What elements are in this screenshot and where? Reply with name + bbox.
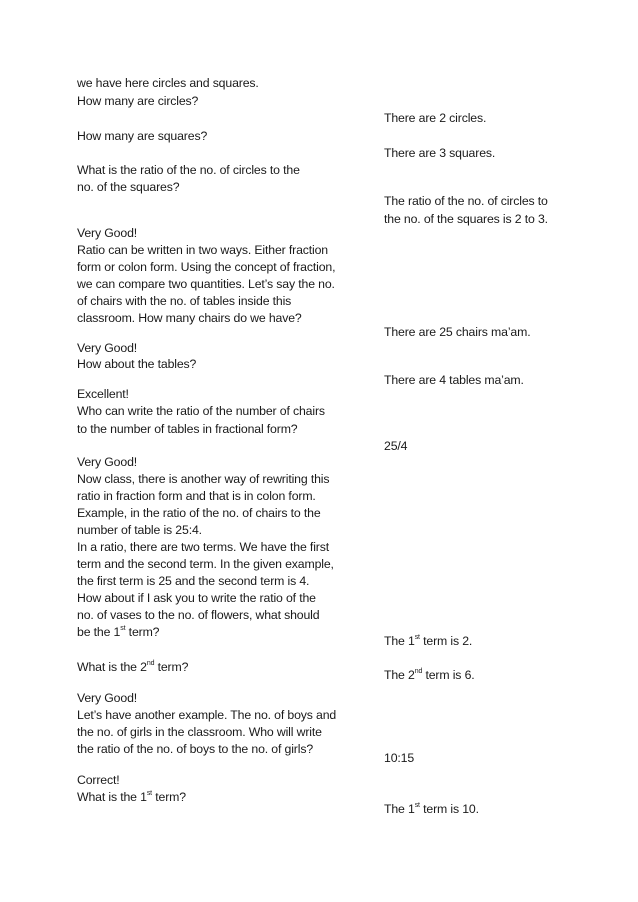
line-text: be the 1: [77, 625, 121, 639]
teacher-line: [77, 624, 159, 640]
student-line: The ratio of the no. of circles to: [384, 194, 548, 208]
teacher-line: In a ratio, there are two terms. We have the first: [77, 540, 329, 554]
teacher-line: the ratio of the no. of boys to the no. of girls?: [77, 742, 314, 756]
teacher-line: How many are squares?: [77, 129, 208, 143]
teacher-line: Very Good!: [77, 691, 138, 705]
line-text: term is 2.: [419, 634, 473, 648]
teacher-line: no. of the squares?: [77, 180, 180, 194]
teacher-line: How many are circles?: [77, 94, 199, 108]
teacher-line: Excellent!: [77, 387, 129, 401]
line-text: term?: [125, 625, 160, 639]
teacher-line: Let’s have another example. The no. of boys and: [77, 708, 337, 722]
teacher-line: classroom. How many chairs do we have?: [77, 311, 302, 325]
student-line: [384, 801, 479, 817]
line-text: term is 6.: [422, 668, 475, 682]
line-text: What is the 2: [77, 660, 147, 674]
student-line: There are 3 squares.: [384, 146, 496, 160]
ordinal-suffix: st: [414, 801, 420, 809]
ordinal-suffix: nd: [146, 659, 155, 667]
teacher-line: the no. of girls in the classroom. Who will write: [77, 725, 322, 739]
teacher-line: Correct!: [77, 773, 120, 787]
student-line: There are 25 chairs ma’am.: [384, 325, 531, 339]
ordinal-suffix: st: [146, 789, 152, 797]
teacher-line: the first term is 25 and the second term is 4.: [77, 574, 310, 588]
teacher-line: [77, 789, 186, 805]
teacher-line: Now class, there is another way of rewriting this: [77, 472, 330, 486]
teacher-line: How about the tables?: [77, 357, 197, 371]
teacher-line: we can compare two quantities. Let’s say the no.: [77, 277, 335, 291]
teacher-line: What is the ratio of the no. of circles to the: [77, 163, 300, 177]
teacher-line: Ratio can be written in two ways. Either fraction: [77, 243, 328, 257]
line-text: term?: [154, 660, 189, 674]
student-line: the no. of the squares is 2 to 3.: [384, 212, 548, 226]
teacher-line: [77, 659, 188, 675]
student-line: 10:15: [384, 751, 415, 765]
line-text: The 1: [384, 634, 415, 648]
line-text: term is 10.: [419, 802, 479, 816]
student-line: There are 4 tables ma’am.: [384, 373, 524, 387]
line-text: The 1: [384, 802, 415, 816]
ordinal-suffix: st: [120, 624, 126, 632]
ordinal-suffix: nd: [414, 667, 423, 675]
ordinal-suffix: st: [414, 633, 420, 641]
teacher-line: of chairs with the no. of tables inside this: [77, 294, 292, 308]
teacher-line: Very Good!: [77, 341, 138, 355]
line-text: What is the 1: [77, 790, 147, 804]
teacher-line: Very Good!: [77, 455, 138, 469]
teacher-line: number of table is 25:4.: [77, 523, 202, 537]
teacher-line: Very Good!: [77, 226, 138, 240]
student-line: [384, 633, 472, 649]
teacher-line: no. of vases to the no. of flowers, what should: [77, 608, 320, 622]
teacher-line: Who can write the ratio of the number of chairs: [77, 404, 325, 418]
teacher-line: Example, in the ratio of the no. of chairs to the: [77, 506, 321, 520]
teacher-line: term and the second term. In the given example,: [77, 557, 334, 571]
student-line: There are 2 circles.: [384, 111, 487, 125]
teacher-line: we have here circles and squares.: [77, 76, 259, 90]
teacher-line: ratio in fraction form and that is in colon form.: [77, 489, 316, 503]
teacher-line: to the number of tables in fractional form?: [77, 422, 298, 436]
student-line: 25/4: [384, 439, 408, 453]
line-text: term?: [151, 790, 186, 804]
teacher-line: form or colon form. Using the concept of fraction,: [77, 260, 336, 274]
student-line: [384, 667, 475, 683]
teacher-line: How about if I ask you to write the ratio of the: [77, 591, 316, 605]
line-text: The 2: [384, 668, 415, 682]
